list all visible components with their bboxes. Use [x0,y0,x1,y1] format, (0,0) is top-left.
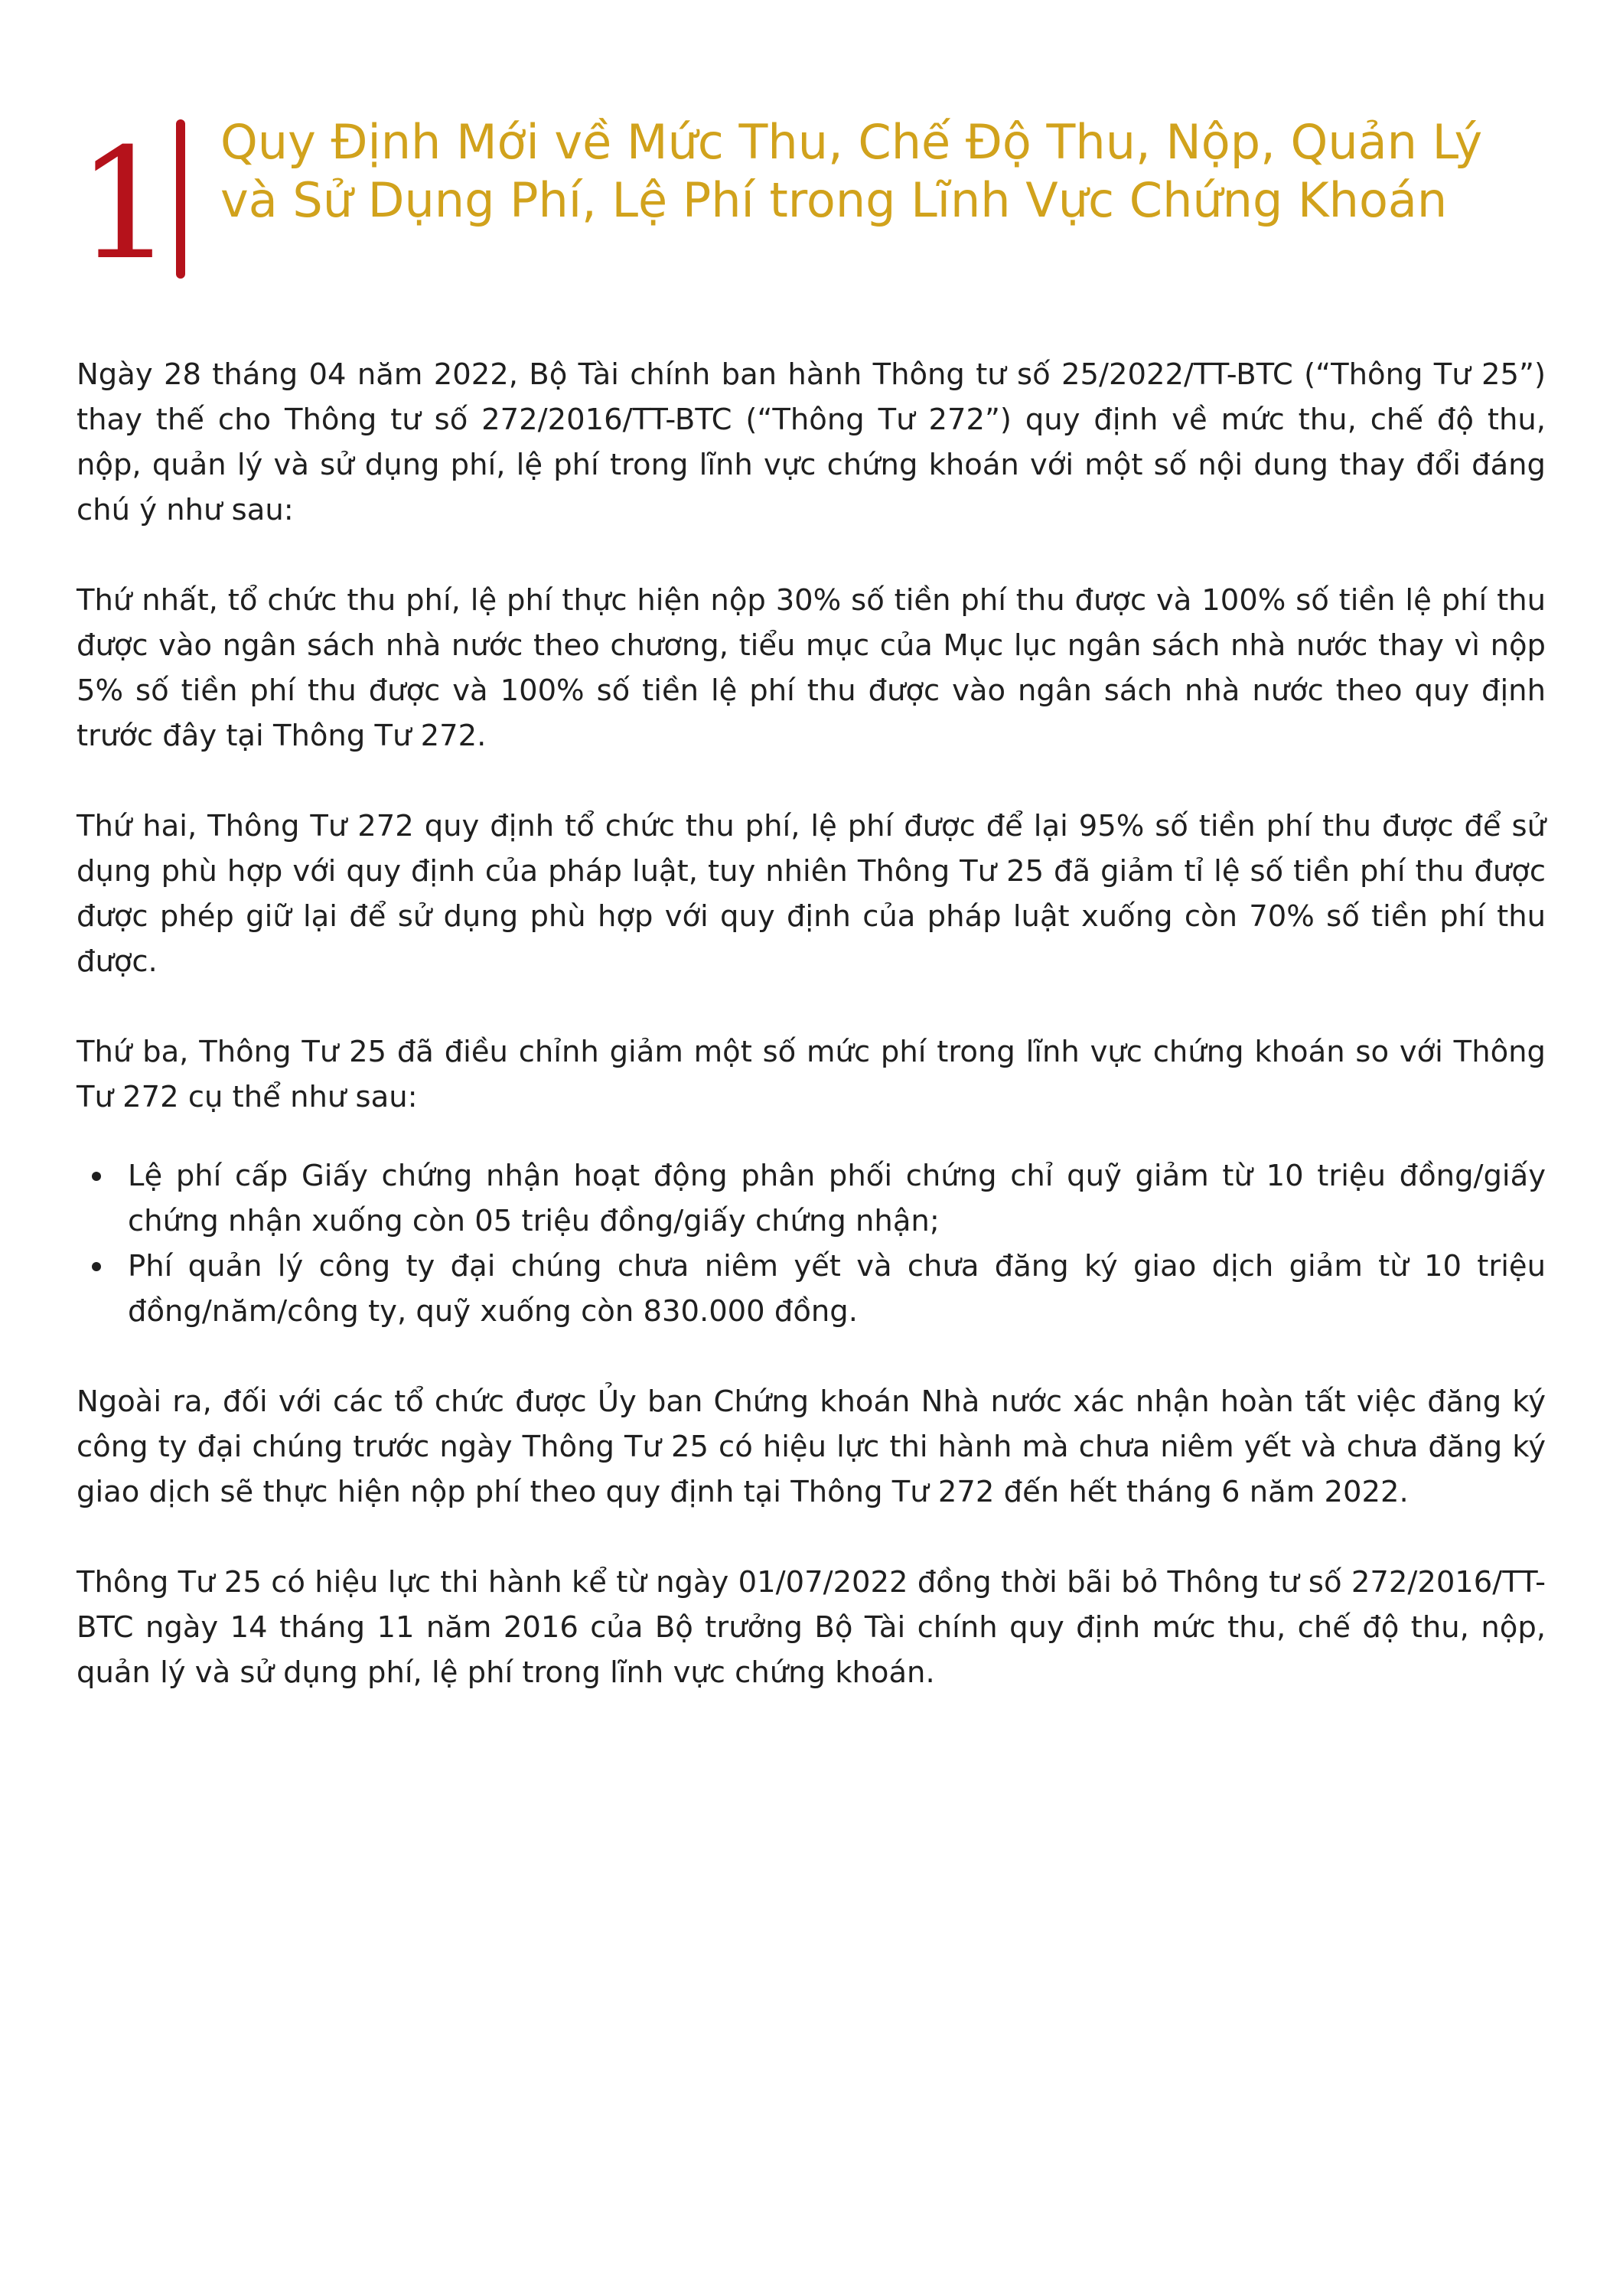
paragraph-second-point: Thứ hai, Thông Tư 272 quy định tổ chức thu phí, lệ phí được để lại 95% số tiền phí thu được để sử dụng phù hợp với quy định của pháp luật, tuy nhiên Thông Tư 25 đã giảm tỉ lệ số tiền phí thu được được phép giữ lại để sử dụng phù hợp với quy định của pháp luật xuống còn 70% số tiền phí thu được. [77,809,1546,979]
list-item [77,1153,1546,1244]
bullet-icon [92,1262,101,1271]
paragraph-intro: Ngày 28 tháng 04 năm 2022, Bộ Tài chính ban hành Thông tư số 25/2022/TT-BTC (“Thông Tư 25”) thay thế cho Thông tư số 272/2016/TT-BTC (“Thông Tư 272”) quy định về mức thu, chế độ thu, nộp, quản lý và sử dụng phí, lệ phí trong lĩnh vực chứng khoán với một số nội dung thay đổi đáng chú ý như sau: [77,357,1546,527]
paragraph-transition-rule: Ngoài ra, đối với các tổ chức được Ủy ban Chứng khoán Nhà nước xác nhận hoàn tất việc đăng ký công ty đại chúng trước ngày Thông Tư 25 có hiệu lực thi hành mà chưa niêm yết và chưa đăng ký giao dịch sẽ thực hiện nộp phí theo quy định tại Thông Tư 272 đến hết tháng 6 năm 2022. [77,1384,1546,1509]
section-number: 1 [77,116,174,294]
paragraph-effective-date: Thông Tư 25 có hiệu lực thi hành kể từ ngày 01/07/2022 đồng thời bãi bỏ Thông tư số 272/2016/TT-BTC ngày 14 tháng 11 năm 2016 của Bộ trưởng Bộ Tài chính quy định mức thu, chế độ thu, nộp, quản lý và sử dụng phí, lệ phí trong lĩnh vực chứng khoán. [77,1565,1546,1690]
section-title: Quy Định Mới về Mức Thu, Chế Độ Thu, Nộp, Quản Lý và Sử Dụng Phí, Lệ Phí trong Lĩnh Vực Chứng Khoán [220,114,1483,228]
paragraph-third-point: Thứ ba, Thông Tư 25 đã điều chỉnh giảm một số mức phí trong lĩnh vực chứng khoán so với Thông Tư 272 cụ thể như sau: [77,1035,1546,1114]
paragraph-first-point: Thứ nhất, tổ chức thu phí, lệ phí thực hiện nộp 30% số tiền phí thu được và 100% số tiền lệ phí thu được vào ngân sách nhà nước theo chương, tiểu mục của Mục lục ngân sách nhà nước thay vì nộp 5% số tiền phí thu được và 100% số tiền lệ phí thu được vào ngân sách nhà nước theo quy định trước đây tại Thông Tư 272. [77,583,1546,753]
section-divider-bar [176,119,185,279]
section-header [77,113,1553,294]
list-item-text: Phí quản lý công ty đại chúng chưa niêm yết và chưa đăng ký giao dịch giảm từ 10 triệu đồng/năm/công ty, quỹ xuống còn 830.000 đồng. [128,1249,1546,1329]
list-item-text: Lệ phí cấp Giấy chứng nhận hoạt động phân phối chứng chỉ quỹ giảm từ 10 triệu đồng/giấy chứng nhận xuống còn 05 triệu đồng/giấy chứng nhận; [128,1159,1546,1238]
fee-reduction-list [77,1153,1546,1334]
document-body [77,352,1546,1740]
bullet-icon [92,1172,101,1181]
list-item [77,1244,1546,1334]
